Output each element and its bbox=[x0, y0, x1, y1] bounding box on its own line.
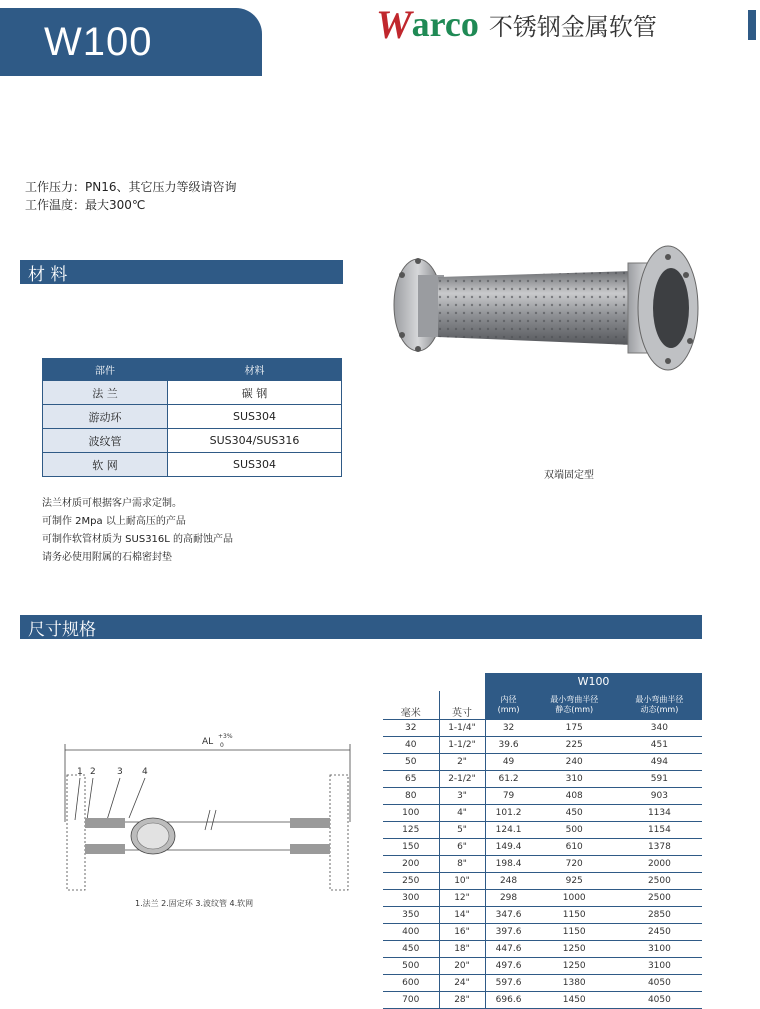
dimensions-group-title: W100 bbox=[485, 673, 702, 691]
cell-static-radius: 1450 bbox=[532, 991, 617, 1008]
cell-inner-diameter: 248 bbox=[485, 872, 532, 889]
cell-inner-diameter: 447.6 bbox=[485, 940, 532, 957]
header-dynamic-radius-label: 最小弯曲半径 bbox=[635, 695, 684, 704]
note-line: 请务必使用附属的石棉密封垫 bbox=[42, 552, 172, 563]
table-row bbox=[383, 889, 702, 906]
cell-static-radius: 610 bbox=[532, 838, 617, 855]
part-cell: 软 网 bbox=[43, 453, 168, 477]
product-caption: 双端固定型 bbox=[544, 470, 594, 481]
header-accent-bar bbox=[748, 10, 756, 40]
table-row bbox=[383, 974, 702, 991]
cell-dynamic-radius: 903 bbox=[617, 787, 702, 804]
cell-inch: 8" bbox=[439, 855, 485, 872]
cell-mm: 450 bbox=[383, 940, 439, 957]
materials-section-header bbox=[20, 260, 343, 284]
header-dynamic-radius-unit: 动态(mm) bbox=[640, 705, 679, 714]
header-inner-diameter-unit: (mm) bbox=[497, 705, 520, 714]
part-cell: 波纹管 bbox=[43, 429, 168, 453]
cell-dynamic-radius: 1154 bbox=[617, 821, 702, 838]
cell-mm: 125 bbox=[383, 821, 439, 838]
cell-inch: 24" bbox=[439, 974, 485, 991]
table-row bbox=[383, 906, 702, 923]
cell-inner-diameter: 124.1 bbox=[485, 821, 532, 838]
cell-dynamic-radius: 2000 bbox=[617, 855, 702, 872]
dimensions-group-row bbox=[383, 673, 702, 691]
cell-inch: 12" bbox=[439, 889, 485, 906]
cell-dynamic-radius: 2850 bbox=[617, 906, 702, 923]
cell-mm: 50 bbox=[383, 753, 439, 770]
callout-2: 2 bbox=[90, 767, 96, 777]
cell-dynamic-radius: 451 bbox=[617, 736, 702, 753]
table-row bbox=[383, 736, 702, 753]
dimensions-table bbox=[383, 673, 702, 1009]
cell-dynamic-radius: 1378 bbox=[617, 838, 702, 855]
cell-inner-diameter: 198.4 bbox=[485, 855, 532, 872]
cell-inner-diameter: 397.6 bbox=[485, 923, 532, 940]
blank-cell bbox=[439, 673, 485, 691]
cell-inner-diameter: 696.6 bbox=[485, 991, 532, 1008]
cell-static-radius: 240 bbox=[532, 753, 617, 770]
header-inner-diameter bbox=[485, 691, 532, 719]
cell-inch: 4" bbox=[439, 804, 485, 821]
note-line: 法兰材质可根据客户需求定制。 bbox=[42, 498, 182, 509]
header-static-radius-label: 最小弯曲半径 bbox=[550, 695, 599, 704]
blank-cell bbox=[383, 673, 439, 691]
materials-header-material: 材料 bbox=[168, 359, 342, 381]
cell-inner-diameter: 597.6 bbox=[485, 974, 532, 991]
cell-inner-diameter: 101.2 bbox=[485, 804, 532, 821]
materials-section-title: 材 料 bbox=[28, 264, 68, 285]
table-row bbox=[383, 855, 702, 872]
technical-drawing bbox=[45, 730, 365, 905]
cell-inch: 16" bbox=[439, 923, 485, 940]
table-row bbox=[383, 719, 702, 736]
part-cell: 游动环 bbox=[43, 405, 168, 429]
cell-static-radius: 1150 bbox=[532, 906, 617, 923]
cell-dynamic-radius: 591 bbox=[617, 770, 702, 787]
table-row bbox=[43, 453, 342, 477]
cell-mm: 65 bbox=[383, 770, 439, 787]
cell-mm: 80 bbox=[383, 787, 439, 804]
cell-static-radius: 225 bbox=[532, 736, 617, 753]
callout-3: 3 bbox=[117, 767, 123, 777]
cell-static-radius: 310 bbox=[532, 770, 617, 787]
cell-inch: 5" bbox=[439, 821, 485, 838]
brand-tagline: 不锈钢金属软管 bbox=[488, 12, 657, 41]
dimensions-section-header bbox=[20, 615, 702, 639]
cell-inch: 20" bbox=[439, 957, 485, 974]
table-row bbox=[43, 381, 342, 405]
cell-mm: 40 bbox=[383, 736, 439, 753]
length-label: AL bbox=[202, 737, 214, 747]
cell-inch: 6" bbox=[439, 838, 485, 855]
cell-mm: 300 bbox=[383, 889, 439, 906]
cell-inch: 14" bbox=[439, 906, 485, 923]
cell-inner-diameter: 347.6 bbox=[485, 906, 532, 923]
material-notes bbox=[42, 495, 233, 567]
header-inner-diameter-label: 内径 bbox=[500, 695, 517, 704]
table-row bbox=[383, 872, 702, 889]
product-hose-image bbox=[388, 245, 708, 380]
table-row bbox=[383, 753, 702, 770]
brand-logo-rest: arco bbox=[411, 4, 479, 44]
table-row bbox=[383, 957, 702, 974]
brand-header bbox=[376, 1, 657, 47]
brand-logo-w: W bbox=[376, 1, 412, 47]
table-row bbox=[383, 940, 702, 957]
cell-dynamic-radius: 3100 bbox=[617, 957, 702, 974]
material-cell: SUS304 bbox=[168, 453, 342, 477]
part-cell: 法 兰 bbox=[43, 381, 168, 405]
cell-static-radius: 1380 bbox=[532, 974, 617, 991]
cell-inch: 28" bbox=[439, 991, 485, 1008]
table-row bbox=[383, 804, 702, 821]
table-row bbox=[383, 838, 702, 855]
cell-inch: 3" bbox=[439, 787, 485, 804]
materials-table bbox=[42, 358, 342, 477]
tolerance-upper: +3% bbox=[218, 733, 233, 740]
cell-static-radius: 1150 bbox=[532, 923, 617, 940]
spec-temperature: 工作温度：最大300℃ bbox=[25, 198, 146, 212]
cell-mm: 700 bbox=[383, 991, 439, 1008]
material-cell: 碳 钢 bbox=[168, 381, 342, 405]
cell-dynamic-radius: 494 bbox=[617, 753, 702, 770]
cell-dynamic-radius: 340 bbox=[617, 719, 702, 736]
cell-inner-diameter: 61.2 bbox=[485, 770, 532, 787]
material-cell: SUS304 bbox=[168, 405, 342, 429]
cell-inch: 18" bbox=[439, 940, 485, 957]
header-static-radius-unit: 静态(mm) bbox=[555, 705, 594, 714]
cell-dynamic-radius: 1134 bbox=[617, 804, 702, 821]
cell-inner-diameter: 32 bbox=[485, 719, 532, 736]
cell-inner-diameter: 497.6 bbox=[485, 957, 532, 974]
header-mm: 毫米 bbox=[383, 691, 439, 719]
table-row bbox=[383, 787, 702, 804]
cell-dynamic-radius: 2450 bbox=[617, 923, 702, 940]
cell-mm: 350 bbox=[383, 906, 439, 923]
cell-inch: 2-1/2" bbox=[439, 770, 485, 787]
note-line: 可制作软管材质为 SUS316L 的高耐蚀产品 bbox=[42, 534, 234, 545]
header-static-radius bbox=[532, 691, 617, 719]
callout-1: 1 bbox=[77, 767, 83, 777]
cell-inner-diameter: 149.4 bbox=[485, 838, 532, 855]
cell-inch: 1-1/4" bbox=[439, 719, 485, 736]
drawing-legend: 1.法兰 2.固定环 3.波纹管 4.软网 bbox=[135, 899, 254, 908]
callout-4: 4 bbox=[142, 767, 148, 777]
cell-dynamic-radius: 2500 bbox=[617, 889, 702, 906]
cell-inner-diameter: 49 bbox=[485, 753, 532, 770]
tolerance-lower: 0 bbox=[220, 742, 224, 749]
cell-mm: 200 bbox=[383, 855, 439, 872]
cell-inner-diameter: 298 bbox=[485, 889, 532, 906]
cell-static-radius: 408 bbox=[532, 787, 617, 804]
cell-mm: 400 bbox=[383, 923, 439, 940]
cell-static-radius: 175 bbox=[532, 719, 617, 736]
cell-static-radius: 925 bbox=[532, 872, 617, 889]
cell-static-radius: 1250 bbox=[532, 957, 617, 974]
materials-table-header bbox=[43, 359, 342, 381]
table-row bbox=[383, 821, 702, 838]
header-dynamic-radius bbox=[617, 691, 702, 719]
cell-static-radius: 1000 bbox=[532, 889, 617, 906]
spec-pressure: 工作压力：PN16、其它压力等级请咨询 bbox=[25, 180, 237, 194]
cell-static-radius: 500 bbox=[532, 821, 617, 838]
cell-static-radius: 720 bbox=[532, 855, 617, 872]
dimensions-header-row bbox=[383, 691, 702, 719]
dimensions-table-body bbox=[383, 719, 702, 1008]
header-inch: 英寸 bbox=[439, 691, 485, 719]
cell-inner-diameter: 79 bbox=[485, 787, 532, 804]
cell-mm: 600 bbox=[383, 974, 439, 991]
cell-dynamic-radius: 2500 bbox=[617, 872, 702, 889]
cell-static-radius: 1250 bbox=[532, 940, 617, 957]
table-row bbox=[383, 923, 702, 940]
model-title: W100 bbox=[44, 19, 153, 64]
cell-inch: 1-1/2" bbox=[439, 736, 485, 753]
table-row bbox=[383, 770, 702, 787]
cell-inner-diameter: 39.6 bbox=[485, 736, 532, 753]
dimensions-section-title: 尺寸规格 bbox=[28, 619, 96, 640]
table-row bbox=[43, 405, 342, 429]
cell-inch: 10" bbox=[439, 872, 485, 889]
table-row bbox=[43, 429, 342, 453]
cell-dynamic-radius: 3100 bbox=[617, 940, 702, 957]
model-title-tab bbox=[0, 8, 262, 76]
cell-mm: 150 bbox=[383, 838, 439, 855]
cell-mm: 250 bbox=[383, 872, 439, 889]
materials-header-part: 部件 bbox=[43, 359, 168, 381]
table-row bbox=[383, 991, 702, 1008]
cell-static-radius: 450 bbox=[532, 804, 617, 821]
cell-inch: 2" bbox=[439, 753, 485, 770]
cell-mm: 100 bbox=[383, 804, 439, 821]
cell-dynamic-radius: 4050 bbox=[617, 991, 702, 1008]
note-line: 可制作 2Mpa 以上耐高压的产品 bbox=[42, 516, 186, 527]
cell-mm: 32 bbox=[383, 719, 439, 736]
cell-mm: 500 bbox=[383, 957, 439, 974]
brand-logo bbox=[376, 1, 479, 48]
cell-dynamic-radius: 4050 bbox=[617, 974, 702, 991]
material-cell: SUS304/SUS316 bbox=[168, 429, 342, 453]
